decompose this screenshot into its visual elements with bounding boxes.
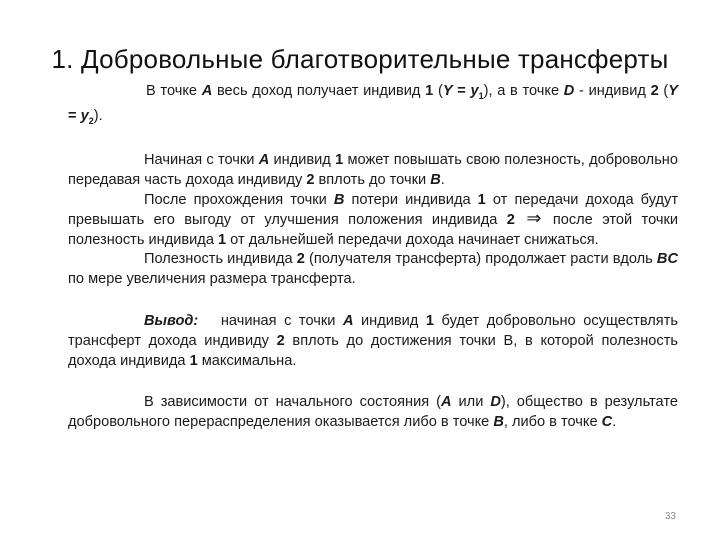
text: , либо в точке [503, 414, 602, 431]
var-y: Y [668, 83, 678, 99]
conclusion-label: Вывод: [144, 312, 199, 329]
text: может повышать свою полезность, добровольно передавая часть дохода индивиду [68, 152, 678, 189]
text: вплоть до достижения точки B, в которой полезность дохода индивида [68, 332, 678, 369]
text: . [612, 414, 617, 431]
implies-arrow-icon: ⇒ [526, 207, 542, 228]
point-c: C [601, 414, 613, 431]
individual-1: 1 [477, 192, 486, 208]
text: В точке [146, 83, 202, 99]
text: - индивид [574, 83, 651, 99]
individual-2: 2 [306, 172, 315, 189]
subscript: 2 [88, 115, 94, 126]
individual-2: 2 [650, 83, 659, 99]
page-number: 33 [664, 511, 676, 522]
individual-1: 1 [335, 152, 344, 169]
var-y: Y [442, 83, 453, 99]
text: . [440, 172, 445, 189]
text: индивид [269, 152, 336, 169]
text: от передачи дохода будут превышать его выгоду от улучшения положения индивида [68, 192, 679, 228]
paragraph-6 [68, 393, 678, 433]
var-y1: y [470, 83, 479, 99]
point-b: B [493, 414, 504, 431]
point-a: A [342, 312, 354, 329]
text: потери индивида [344, 192, 478, 208]
var-y2: y [80, 107, 89, 124]
point-b: B [430, 172, 441, 189]
individual-2: 2 [296, 251, 305, 268]
text: по мере увеличения размера трансферта. [68, 271, 356, 288]
text: ( [658, 83, 669, 99]
individual-2: 2 [276, 332, 285, 349]
individual-1: 1 [189, 352, 198, 369]
text: В зависимости от начального состояния ( [144, 394, 441, 411]
text: Начиная с точки [144, 152, 259, 169]
point-d: D [490, 394, 501, 411]
text: весь доход получает индивид [212, 83, 426, 99]
conclusion-paragraph [68, 312, 678, 371]
individual-1: 1 [218, 231, 227, 248]
text: начиная с точки [198, 312, 343, 329]
text: ), общество в результате добровольного перераспределения оказывается либо в точке [68, 394, 678, 431]
text: или [451, 394, 491, 411]
text: (получателя трансферта) продолжает расти вдоль [304, 251, 657, 268]
text: = [452, 83, 471, 99]
point-d: D [563, 83, 575, 99]
text: Полезность индивида [144, 251, 297, 268]
individual-1: 1 [425, 312, 434, 329]
point-a: A [440, 394, 452, 411]
point-a: A [201, 83, 213, 99]
individual-1: 1 [425, 83, 434, 99]
paragraph-4 [68, 250, 678, 290]
individual-2: 2 [506, 211, 515, 228]
text: ). [93, 107, 103, 124]
page-title: 1. Добровольные благотворительные трансферты [51, 44, 669, 74]
point-a: A [258, 152, 270, 169]
text: вплоть до точки [314, 172, 431, 189]
text: будет добровольно осуществлять трансферт дохода индивиду [68, 312, 678, 349]
segment-bc: BC [656, 251, 678, 268]
text: = [68, 107, 81, 124]
paragraph-1 [68, 82, 678, 131]
text: После прохождения точки [144, 192, 334, 208]
paragraph-2 [68, 151, 678, 191]
slide-body [68, 82, 678, 433]
point-b: B [333, 192, 345, 208]
paragraph-3 [68, 191, 678, 250]
text: индивид [353, 312, 426, 329]
text: максимальна. [197, 352, 297, 369]
text: после этой точки полезность индивида [68, 211, 679, 248]
text: от дальнейшей передачи дохода начинает снижаться. [226, 231, 599, 248]
text: ( [433, 83, 443, 99]
subscript: 1 [478, 90, 484, 101]
text: ), а в точке [483, 83, 564, 99]
